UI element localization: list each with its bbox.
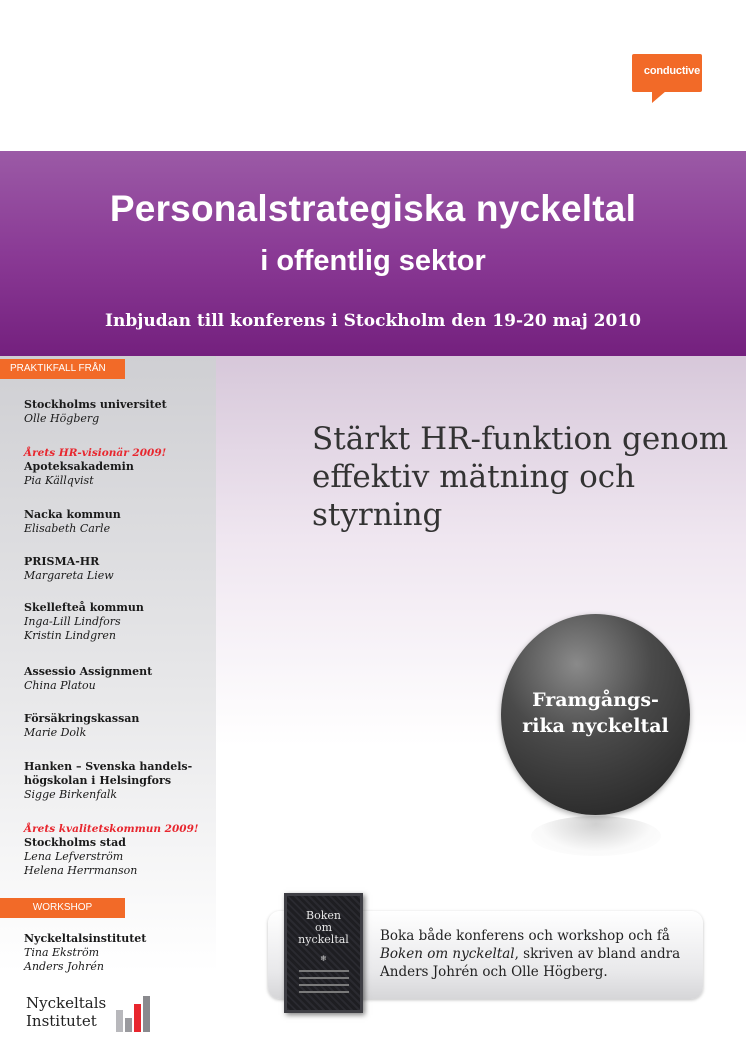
workshop-org: Nyckeltalsinstitutet xyxy=(24,932,147,945)
book-cover-line-2: om xyxy=(314,921,333,934)
speaker-entry xyxy=(24,665,214,693)
book-text-before: Boka både konferens och workshop och få xyxy=(380,928,670,944)
logo-text: conductive xyxy=(643,65,700,77)
workshop-person: Tina Ekström xyxy=(24,946,100,959)
book-cover-author-lines xyxy=(299,970,349,998)
speaker-org: Skellefteå kommun xyxy=(24,601,144,614)
speaker-entry xyxy=(24,555,214,583)
speaker-entry xyxy=(24,822,214,878)
circle-reflection xyxy=(531,816,661,856)
book-title-italic: Boken om nyckeltal xyxy=(380,946,515,962)
speaker-entry xyxy=(24,398,214,426)
speaker-person: China Platou xyxy=(24,679,96,692)
speaker-person: Inga-Lill Lindfors xyxy=(24,615,121,628)
speaker-person: Elisabeth Carle xyxy=(24,522,111,535)
book-cover-line-3: nyckeltal xyxy=(298,933,349,946)
speaker-entry xyxy=(24,760,214,802)
speaker-org: Försäkringskassan xyxy=(24,712,140,725)
bar-chart-icon xyxy=(116,996,150,1032)
logo-speech-tail xyxy=(652,91,666,103)
speaker-org: Assessio Assignment xyxy=(24,665,153,678)
section-tag-workshop: WORKSHOP xyxy=(0,898,125,918)
speaker-person: Kristin Lindgren xyxy=(24,629,117,642)
highlight-circle xyxy=(501,614,690,815)
section-tag-praktikfall: PRAKTIKFALL FRÅN xyxy=(0,359,125,379)
book-cover-line-1: Boken xyxy=(306,909,341,922)
main-headline: Stärkt HR-funktion genom effektiv mätning och styrning xyxy=(312,421,729,533)
logo-bar xyxy=(125,1018,132,1032)
invitation-subtitle: Inbjudan till konferens i Stockholm den 19-20 maj 2010 xyxy=(105,311,641,331)
logo-bar xyxy=(116,1010,123,1032)
speaker-person: Sigge Birkenfalk xyxy=(24,788,118,801)
speaker-entry xyxy=(24,446,214,488)
speaker-org: Stockholms stad xyxy=(24,836,126,849)
logo-bar xyxy=(134,1004,141,1032)
award-label: Årets kvalitetskommun 2009! xyxy=(24,823,199,835)
speaker-person: Helena Herrmanson xyxy=(24,864,138,877)
speaker-org: PRISMA-HR xyxy=(24,555,100,568)
circle-text xyxy=(501,687,690,739)
award-label: Årets HR-visionär 2009! xyxy=(24,447,167,459)
speaker-entry xyxy=(24,508,214,536)
logo-bar xyxy=(143,996,150,1032)
speaker-person: Marie Dolk xyxy=(24,726,87,739)
speaker-org: Nacka kommun xyxy=(24,508,121,521)
book-cover-title xyxy=(287,910,360,946)
book-text-after: , skriven av bland andra Anders Johrén och Olle Högberg. xyxy=(380,946,681,980)
book-cover-ornament-icon: ❄ xyxy=(320,954,327,963)
workshop-entry xyxy=(24,932,214,974)
logo-line-2: Institutet xyxy=(26,1012,97,1030)
book-cover-image xyxy=(284,893,363,1013)
speaker-person: Lena Lefverström xyxy=(24,850,124,863)
speaker-org: Apoteksakademin xyxy=(24,460,134,473)
speaker-org-line-2: högskolan i Helsingfors xyxy=(24,774,172,787)
conductive-logo xyxy=(632,54,702,92)
title-banner xyxy=(0,151,746,356)
nyckeltalsinstitutet-logo xyxy=(26,994,106,1030)
speaker-person: Pia Källqvist xyxy=(24,474,94,487)
speaker-org: Hanken – Svenska handels- xyxy=(24,760,193,773)
title-line-1: Personalstrategiska nyckeltal xyxy=(109,188,637,229)
logo-line-1: Nyckeltals xyxy=(26,994,107,1012)
circle-line-1: Framgångs- xyxy=(532,689,659,711)
speaker-person: Olle Högberg xyxy=(24,412,100,425)
speaker-entry xyxy=(24,712,214,740)
title-line-2: i offentlig sektor xyxy=(260,245,486,277)
book-offer-text xyxy=(380,927,700,981)
circle-line-2: rika nyckeltal xyxy=(522,715,669,737)
speaker-org: Stockholms universitet xyxy=(24,398,167,411)
workshop-person: Anders Johrén xyxy=(24,960,104,973)
speaker-person: Margareta Liew xyxy=(24,569,114,582)
speaker-entry xyxy=(24,601,214,643)
